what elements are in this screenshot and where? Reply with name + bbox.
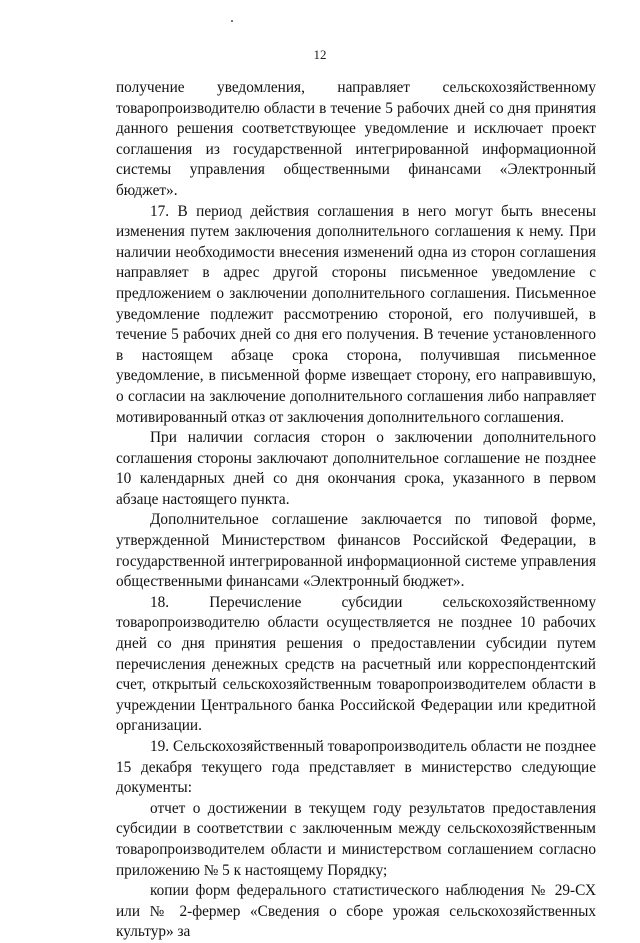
body-text — [116, 78, 596, 943]
paragraph-item-19: 19. Сельскохозяйственный товаропроизводитель области не позднее 15 декабря текущего года представляет в министерство следующие документы: — [116, 738, 596, 797]
paragraph-item-17-agreement: При наличии согласия сторон о заключении дополнительного соглашения стороны заключают дополнительное соглашение не позднее 10 календарных дней со дня окончания срока, указанного в первом абзаце настоящего пункта. — [116, 429, 596, 508]
paragraph-item-17: 17. В период действия соглашения в него могут быть внесены изменения путем заключения дополнительного соглашения к нему. При наличии необходимости внесения изменений одна из сторон соглашения направляет в адрес другой стороны письменное уведомление с предложением о заключении дополнительного соглашения. Письменное уведомление подлежит рассмотрению стороной, его получившей, в течение 5 рабочих дней со дня его получения. В течение установленного в настоящем абзаце срока сторона, получившая письменное уведомление, в письменной форме извещает сторону, его направившую, о согласии на заключение дополнительного соглашения либо направляет мотивированный отказ от заключения дополнительного соглашения. — [116, 202, 596, 426]
paragraph-item-18: 18. Перечисление субсидии сельскохозяйственному товаропроизводителю области осуществляется не позднее 10 рабочих дней со дня принятия решения о предоставлении субсидии путем перечисления денежных средств на расчетный или корреспондентский счет, открытый сельскохозяйственным товаропроизводителем области в учреждении Центрального банка Российской Федерации или кредитной организации. — [116, 593, 596, 735]
paragraph-item-17-form: Дополнительное соглашение заключается по типовой форме, утвержденной Министерством финансов Российской Федерации, в государственной интегрированной информационной системе управления общественными финансами «Электронный бюджет». — [116, 511, 596, 591]
paragraph-item-19-copies: копии форм федерального статистического наблюдения № 29-СХ или № 2-фермер «Сведения о сборе урожая сельскохозяйственных культур» за — [116, 882, 596, 941]
page-number: 12 — [313, 47, 327, 62]
paragraph-item-19-report: отчет о достижении в текущем году результатов предоставления субсидии в соответствии с заключенным между сельскохозяйственным товаропроизводителем области и министерством соглашением согласно приложению № 5 к настоящему Порядку; — [116, 799, 596, 879]
paragraph-continuation: получение уведомления, направляет сельскохозяйственному товаропроизводителю области в течение 5 рабочих дней со дня принятия данного решения соответствующее уведомление и исключает проект соглашения из государственной интегрированной информационной системы управления общественными финансами «Электронный бюджет». — [116, 79, 596, 199]
scan-speck — [231, 20, 233, 22]
